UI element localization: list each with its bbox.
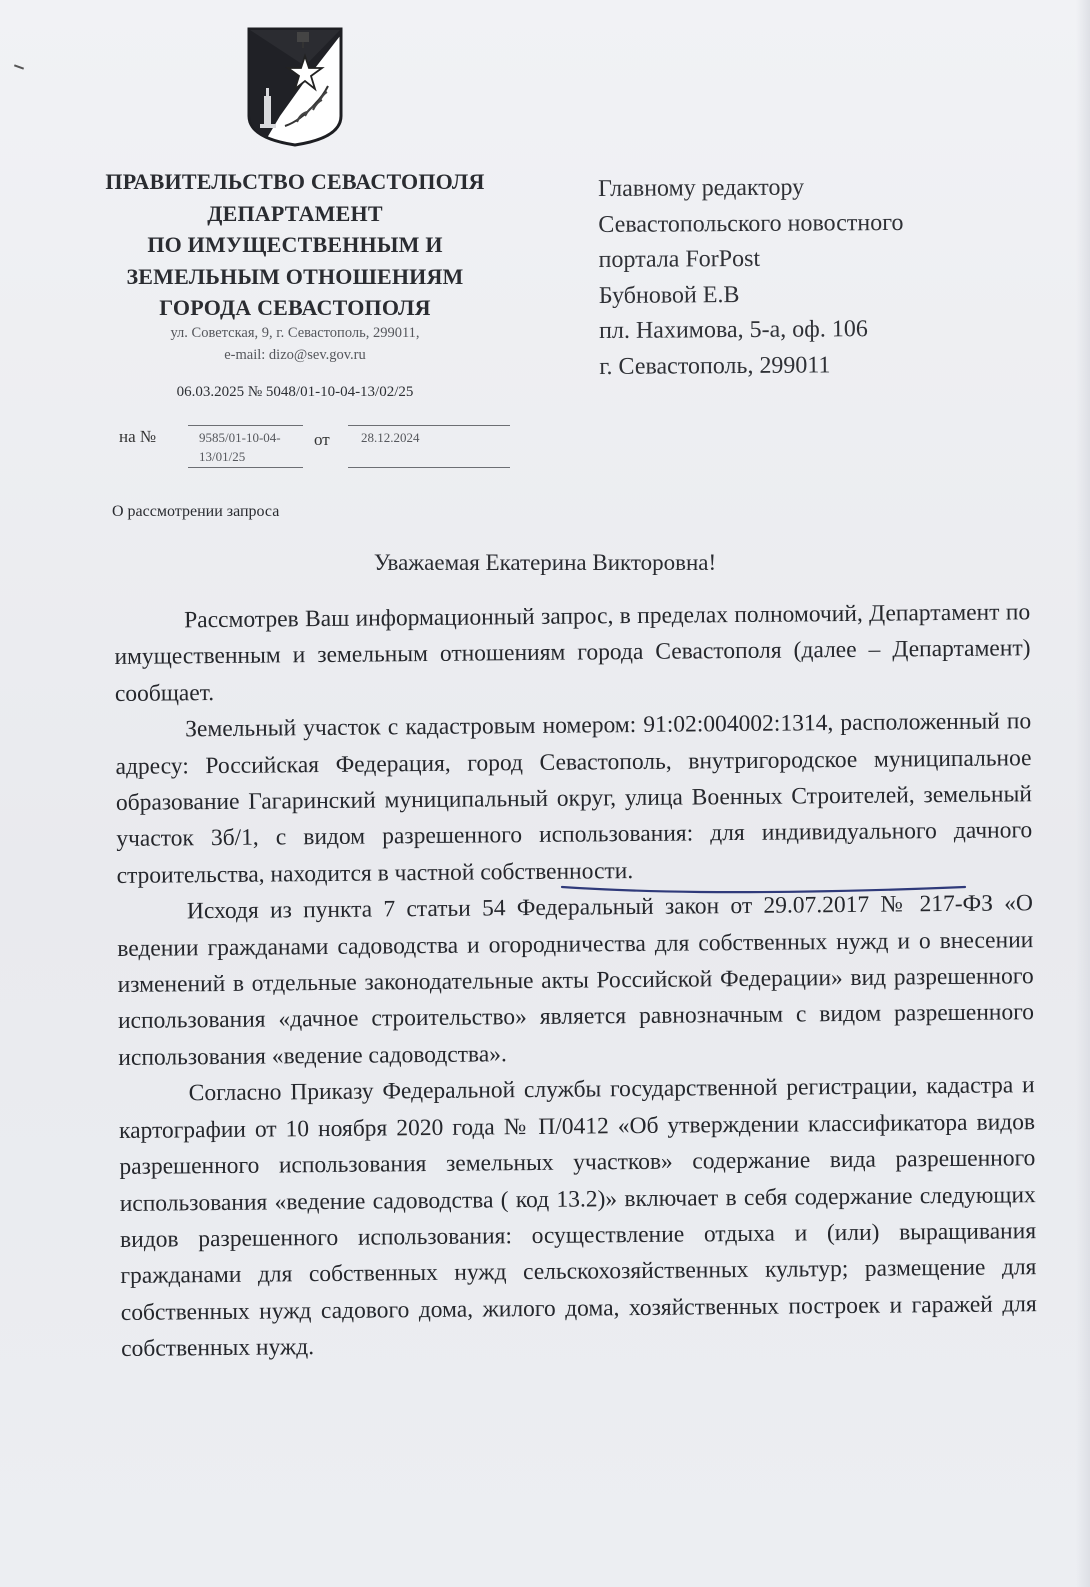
page-edge-shadow xyxy=(1076,0,1090,1587)
ref-number-bottom-rule xyxy=(188,467,303,468)
recipient-line: Главному редактору xyxy=(598,174,805,202)
sevastopol-coat-of-arms-icon xyxy=(245,26,345,148)
recipient-line: Бубновой Е.В xyxy=(598,281,740,309)
greeting: Уважаемая Екатерина Викторовна! xyxy=(373,550,717,575)
paragraph: Согласно Приказу Федеральной службы государственной регистрации, кадастра и картографии от 10 ноября 2020 года № П/0412 «Об утверждении классификатора видов разрешенного использования земельных участков» содержание вида разрешенного использования «ведение садоводства ( код 13.2)» включает в себя содержание следующих видов разрешенного использования: осуществление отдыха и (или) выращивания гражданами для собственных нужд сельскохозяйственных культур; размещение для собственных нужд садового дома, жилого дома, хозяйственных построек и гаражей для собственных нужд. xyxy=(118,1072,1037,1363)
ref-number-label: на № xyxy=(119,427,157,446)
paragraph: Исходя из пункта 7 статьи 54 Федеральный закон от 29.07.2017 № 217-ФЗ «О ведении гражданами садоводства и огородничества для собственных нужд и о внесении изменений в отдельные законодательные акты Российской Федерации» вид разрешенного использования «дачное строительство» является равнозначным с видом разрешенного использования «ведение садоводства». xyxy=(117,890,1035,1071)
org-line: ПО ИМУЩЕСТВЕННЫМ И xyxy=(147,232,443,257)
ref-date-bottom-rule xyxy=(348,467,510,468)
ref-number-line: 13/01/25 xyxy=(199,449,246,464)
pen-mark xyxy=(14,64,24,69)
org-line: ЗЕМЕЛЬНЫМ ОТНОШЕНИЯМ xyxy=(126,263,464,289)
ref-date-value: 28.12.2024 xyxy=(361,430,420,445)
letter-subject: О рассмотрении запроса xyxy=(112,503,280,520)
ref-number-value xyxy=(199,428,281,466)
recipient-line: г. Севастополь, 299011 xyxy=(599,351,831,380)
department-email: e-mail: dizo@sev.gov.ru xyxy=(224,347,366,363)
letter-body xyxy=(114,594,1037,1367)
recipient-line: Севастопольского новостного xyxy=(598,209,904,238)
ref-number-top-rule xyxy=(188,425,303,426)
registration-number: 06.03.2025 № 5048/01-10-04-13/02/25 xyxy=(176,384,414,400)
recipient-line: пл. Нахимова, 5-а, оф. 106 xyxy=(599,316,868,344)
org-line: ДЕПАРТАМЕНТ xyxy=(207,200,383,226)
department-contacts xyxy=(80,322,510,366)
ref-number-line: 9585/01-10-04- xyxy=(199,430,281,445)
org-line: ПРАВИТЕЛЬСТВО СЕВАСТОПОЛЯ xyxy=(105,169,485,194)
ref-date-top-rule xyxy=(348,425,510,426)
recipient-line: портала ForPost xyxy=(598,245,761,273)
pen-underline xyxy=(560,873,970,903)
paragraph: Земельный участок с кадастровым номером: 91:02:004002:1314, расположенный по адресу: Российская Федерация, город Севастополь, внутригородское муниципальное образование Гагаринский муниципальный округ, улица Военных Строителей, земельный участок 3б/1, с видом разрешенного использования: для индивидуального дачного строительства, находится в частной собственности. xyxy=(115,708,1033,889)
ref-date-label: от xyxy=(314,430,330,449)
recipient-block xyxy=(598,170,905,385)
department-address: ул. Советская, 9, г. Севастополь, 299011, xyxy=(170,325,420,341)
org-line: ГОРОДА СЕВАСТОПОЛЯ xyxy=(159,295,431,320)
department-name xyxy=(80,166,510,324)
paragraph: Рассмотрев Ваш информационный запрос, в пределах полномочий, Департамент по имущественным и земельным отношениям города Севастополя (далее – Департамент) сообщает. xyxy=(114,599,1031,707)
